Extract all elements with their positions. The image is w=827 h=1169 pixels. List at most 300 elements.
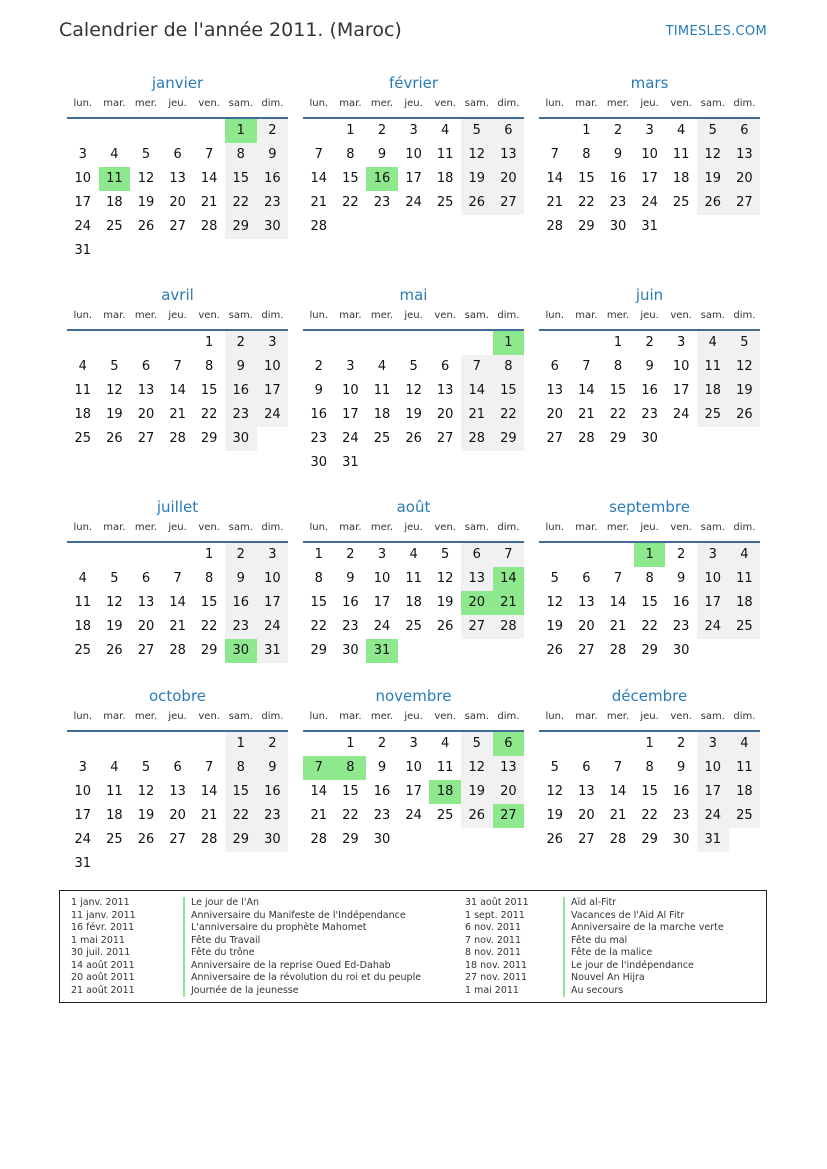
holiday-date: 6 nov. 2011	[465, 922, 521, 933]
day-cell: 10	[405, 760, 422, 775]
day-cell: 11	[74, 383, 92, 398]
weekday-label: jeu.	[640, 522, 659, 533]
month-days	[67, 732, 288, 876]
day-cell: 16	[310, 407, 328, 422]
day-cell: 26	[106, 431, 123, 446]
day-cell: 4	[377, 359, 387, 374]
weekday-label: jeu.	[168, 310, 187, 321]
day-cell: 4	[729, 543, 761, 567]
weekday-label: ven.	[670, 522, 692, 533]
day-cell: 27	[461, 615, 493, 639]
day-cell: 7	[461, 355, 493, 379]
day-cell: 23	[310, 431, 328, 446]
day-cell: 15	[310, 595, 328, 610]
weekday-label: lun.	[73, 310, 93, 321]
day-cell: 3	[677, 335, 686, 350]
holiday-day-cell: 18	[429, 780, 461, 804]
weekday-label: mar.	[339, 310, 362, 321]
weekday-header	[539, 708, 760, 732]
weekday-label: jeu.	[640, 711, 659, 722]
weekday-label: mer.	[370, 98, 394, 109]
weekday-label: ven.	[670, 711, 692, 722]
day-cell: 10	[405, 147, 422, 162]
month-days	[303, 732, 524, 876]
day-cell: 30	[609, 219, 627, 234]
day-cell: 31	[74, 243, 92, 258]
day-cell: 20	[493, 167, 525, 191]
day-cell: 22	[609, 407, 627, 422]
day-cell: 15	[641, 595, 658, 610]
weekday-label: sam.	[700, 98, 725, 109]
day-cell: 25	[436, 195, 454, 210]
weekday-label: mar.	[575, 711, 598, 722]
weekday-label: sam.	[464, 711, 489, 722]
month-days	[67, 543, 288, 687]
day-cell: 26	[106, 643, 123, 658]
weekday-label: mar.	[103, 711, 126, 722]
holiday-name: Au secours	[563, 985, 724, 998]
day-cell: 4	[441, 736, 450, 751]
day-cell: 3	[697, 543, 729, 567]
day-cell: 8	[225, 143, 257, 167]
day-cell: 18	[436, 171, 454, 186]
day-cell: 15	[225, 167, 257, 191]
day-cell: 7	[550, 147, 559, 162]
day-cell: 28	[493, 615, 525, 639]
day-cell: 10	[697, 756, 729, 780]
weekday-label: jeu.	[404, 310, 423, 321]
day-cell: 9	[225, 567, 257, 591]
day-cell: 17	[641, 171, 658, 186]
day-cell: 30	[310, 455, 328, 470]
day-cell: 5	[697, 119, 729, 143]
day-cell: 16	[672, 784, 690, 799]
day-cell: 5	[550, 760, 559, 775]
holiday-date: 8 nov. 2011	[465, 947, 521, 958]
day-cell: 5	[110, 571, 119, 586]
day-cell: 27	[436, 431, 454, 446]
day-cell: 21	[169, 619, 186, 634]
weekday-label: ven.	[434, 711, 456, 722]
day-cell: 1	[613, 335, 623, 350]
day-cell: 7	[173, 359, 182, 374]
day-cell: 18	[672, 171, 690, 186]
day-cell: 19	[405, 407, 422, 422]
day-cell: 31	[257, 639, 289, 663]
day-cell: 13	[461, 567, 493, 591]
weekday-label: lun.	[309, 98, 329, 109]
day-cell: 11	[729, 756, 761, 780]
day-cell: 15	[493, 379, 525, 403]
weekday-label: jeu.	[640, 98, 659, 109]
day-cell: 3	[645, 123, 654, 138]
day-cell: 14	[310, 171, 328, 186]
day-cell: 4	[78, 571, 87, 586]
month-days	[303, 543, 524, 687]
day-cell: 26	[546, 643, 564, 658]
day-cell: 3	[78, 147, 87, 162]
month-days	[539, 119, 760, 263]
weekday-label: dim.	[497, 98, 520, 109]
weekday-label: sam.	[464, 310, 489, 321]
brand-link[interactable]: TIMESLES.COM	[665, 24, 767, 39]
month-janvier	[67, 73, 288, 263]
day-cell: 9	[257, 756, 289, 780]
day-cell: 15	[200, 595, 218, 610]
weekday-label: ven.	[434, 522, 456, 533]
day-cell: 7	[314, 147, 323, 162]
weekday-header	[303, 519, 524, 543]
day-cell: 20	[137, 619, 155, 634]
day-cell: 26	[729, 403, 761, 427]
holiday-day-cell: 21	[493, 591, 525, 615]
weekday-label: dim.	[733, 310, 756, 321]
month-name: novembre	[375, 687, 452, 705]
day-cell: 10	[672, 359, 690, 374]
day-cell: 9	[377, 760, 387, 775]
holiday-name: Le jour de l'An	[183, 897, 421, 910]
day-cell: 11	[697, 355, 729, 379]
weekday-label: dim.	[261, 310, 284, 321]
day-cell: 9	[613, 147, 623, 162]
day-cell: 8	[613, 359, 623, 374]
day-cell: 12	[546, 595, 564, 610]
weekday-header	[303, 708, 524, 732]
day-cell: 24	[405, 195, 422, 210]
day-cell: 21	[461, 403, 493, 427]
day-cell: 28	[578, 431, 595, 446]
day-cell: 8	[205, 359, 214, 374]
day-cell: 6	[441, 359, 450, 374]
day-cell: 9	[677, 760, 686, 775]
day-cell: 15	[342, 784, 359, 799]
page-title: Calendrier de l'année 2011. (Maroc)	[59, 19, 402, 41]
holiday-day-cell: 8	[335, 756, 367, 780]
weekday-header	[539, 519, 760, 543]
month-days	[539, 331, 760, 475]
holiday-name: L'anniversaire du prophète Mahomet	[183, 922, 421, 935]
weekday-label: lun.	[309, 310, 329, 321]
day-cell: 2	[677, 736, 686, 751]
day-cell: 6	[550, 359, 559, 374]
day-cell: 8	[493, 355, 525, 379]
day-cell: 1	[205, 335, 214, 350]
day-cell: 16	[342, 595, 359, 610]
day-cell: 3	[78, 760, 87, 775]
day-cell: 3	[257, 543, 289, 567]
weekday-label: mar.	[339, 522, 362, 533]
day-cell: 27	[169, 219, 186, 234]
month-days	[67, 331, 288, 475]
weekday-label: dim.	[497, 310, 520, 321]
day-cell: 23	[342, 619, 359, 634]
day-cell: 13	[169, 784, 186, 799]
day-cell: 26	[137, 219, 155, 234]
day-cell: 24	[342, 431, 359, 446]
day-cell: 17	[672, 383, 690, 398]
day-cell: 4	[78, 359, 87, 374]
day-cell: 29	[310, 643, 328, 658]
day-cell: 1	[225, 732, 257, 756]
day-cell: 19	[106, 407, 123, 422]
day-cell: 16	[257, 780, 289, 804]
day-cell: 2	[377, 736, 387, 751]
day-cell: 3	[697, 732, 729, 756]
day-cell: 17	[74, 808, 92, 823]
day-cell: 23	[609, 195, 627, 210]
day-cell: 19	[106, 619, 123, 634]
month-name: mars	[630, 74, 669, 92]
day-cell: 29	[342, 832, 359, 847]
day-cell: 5	[461, 119, 493, 143]
holiday-name: Anniversaire de la marche verte	[563, 922, 724, 935]
weekday-label: mer.	[606, 98, 630, 109]
day-cell: 24	[257, 615, 289, 639]
day-cell: 13	[493, 143, 525, 167]
day-cell: 29	[200, 643, 218, 658]
day-cell: 25	[106, 832, 123, 847]
day-cell: 4	[697, 331, 729, 355]
weekday-label: lun.	[545, 522, 565, 533]
day-cell: 7	[205, 147, 214, 162]
day-cell: 24	[672, 407, 690, 422]
day-cell: 23	[672, 619, 690, 634]
day-cell: 17	[257, 379, 289, 403]
day-cell: 28	[169, 643, 186, 658]
month-name: août	[396, 498, 431, 516]
day-cell: 31	[641, 219, 658, 234]
day-cell: 8	[225, 756, 257, 780]
day-cell: 12	[106, 383, 123, 398]
day-cell: 12	[106, 595, 123, 610]
day-cell: 22	[342, 808, 359, 823]
day-cell: 9	[346, 571, 355, 586]
day-cell: 14	[578, 383, 595, 398]
weekday-label: ven.	[434, 98, 456, 109]
day-cell: 19	[697, 167, 729, 191]
holiday-day-cell: 31	[366, 639, 398, 663]
day-cell: 19	[461, 167, 493, 191]
day-cell: 16	[609, 171, 627, 186]
weekday-label: jeu.	[404, 522, 423, 533]
day-cell: 7	[493, 543, 525, 567]
day-cell: 8	[582, 147, 591, 162]
day-cell: 11	[436, 147, 454, 162]
month-days	[539, 543, 760, 687]
day-cell: 5	[550, 571, 559, 586]
day-cell: 29	[609, 431, 627, 446]
holiday-name: Anniversaire du Manifeste de l'Indépendance	[183, 910, 421, 923]
weekday-label: mar.	[575, 522, 598, 533]
holiday-date: 16 févr. 2011	[71, 922, 135, 933]
month-name: février	[388, 74, 439, 92]
weekday-label: sam.	[228, 711, 253, 722]
day-cell: 19	[546, 808, 564, 823]
day-cell: 25	[405, 619, 422, 634]
day-cell: 7	[582, 359, 591, 374]
day-cell: 31	[74, 856, 92, 871]
day-cell: 21	[546, 195, 564, 210]
day-cell: 16	[257, 167, 289, 191]
day-cell: 5	[110, 359, 119, 374]
day-cell: 25	[697, 403, 729, 427]
day-cell: 12	[461, 756, 493, 780]
day-cell: 30	[342, 643, 359, 658]
day-cell: 23	[257, 804, 289, 828]
month-name: mai	[399, 286, 428, 304]
holiday-date: 7 nov. 2011	[465, 934, 521, 946]
day-cell: 4	[110, 147, 119, 162]
weekday-label: mer.	[134, 310, 158, 321]
weekday-label: mer.	[370, 310, 394, 321]
day-cell: 20	[169, 808, 186, 823]
weekday-label: mar.	[103, 522, 126, 533]
day-cell: 10	[257, 355, 289, 379]
day-cell: 13	[546, 383, 564, 398]
holiday-name: Le jour de l'indépendance	[563, 960, 724, 973]
day-cell: 15	[641, 784, 658, 799]
day-cell: 13	[169, 171, 186, 186]
day-cell: 29	[200, 431, 218, 446]
holiday-day-cell: 27	[493, 804, 525, 828]
holiday-names-left	[183, 897, 421, 997]
weekday-label: mar.	[103, 98, 126, 109]
holiday-day-cell: 7	[303, 756, 335, 780]
day-cell: 26	[137, 832, 155, 847]
day-cell: 5	[141, 147, 151, 162]
day-cell: 14	[609, 595, 627, 610]
month-octobre	[67, 686, 288, 876]
day-cell: 18	[373, 407, 391, 422]
day-cell: 3	[377, 547, 387, 562]
day-cell: 11	[436, 760, 454, 775]
day-cell: 11	[672, 147, 690, 162]
day-cell: 16	[672, 595, 690, 610]
month-août	[303, 497, 524, 687]
day-cell: 8	[346, 147, 355, 162]
weekday-label: sam.	[228, 522, 253, 533]
day-cell: 25	[672, 195, 690, 210]
day-cell: 18	[106, 195, 123, 210]
month-février	[303, 73, 524, 263]
day-cell: 28	[609, 832, 627, 847]
day-cell: 7	[613, 571, 623, 586]
weekday-label: jeu.	[404, 711, 423, 722]
day-cell: 3	[409, 123, 418, 138]
day-cell: 23	[225, 403, 257, 427]
weekday-label: dim.	[733, 98, 756, 109]
day-cell: 23	[373, 808, 391, 823]
day-cell: 19	[729, 379, 761, 403]
day-cell: 14	[310, 784, 328, 799]
month-name: janvier	[151, 74, 204, 92]
day-cell: 22	[225, 191, 257, 215]
day-cell: 23	[641, 407, 658, 422]
holiday-date: 18 nov. 2011	[465, 959, 528, 971]
holiday-date: 30 juil. 2011	[71, 947, 131, 958]
day-cell: 28	[310, 219, 328, 234]
day-cell: 27	[578, 832, 595, 847]
day-cell: 15	[342, 171, 359, 186]
holiday-day-cell: 1	[493, 331, 525, 355]
holiday-date: 21 août 2011	[71, 984, 135, 996]
day-cell: 27	[729, 191, 761, 215]
day-cell: 20	[546, 407, 564, 422]
weekday-header	[303, 95, 524, 119]
weekday-label: sam.	[700, 522, 725, 533]
day-cell: 11	[74, 595, 92, 610]
weekday-label: dim.	[733, 522, 756, 533]
day-cell: 2	[257, 119, 289, 143]
day-cell: 24	[405, 808, 422, 823]
day-cell: 5	[461, 732, 493, 756]
day-cell: 19	[137, 195, 155, 210]
holiday-date: 31 août 2011	[465, 897, 529, 908]
day-cell: 26	[436, 619, 454, 634]
day-cell: 20	[137, 407, 155, 422]
day-cell: 19	[436, 595, 454, 610]
day-cell: 27	[546, 431, 564, 446]
day-cell: 25	[729, 615, 761, 639]
day-cell: 24	[74, 832, 92, 847]
day-cell: 8	[645, 571, 654, 586]
day-cell: 14	[461, 379, 493, 403]
day-cell: 4	[729, 732, 761, 756]
day-cell: 28	[310, 832, 328, 847]
day-cell: 21	[200, 195, 218, 210]
day-cell: 10	[74, 171, 92, 186]
holiday-day-cell: 20	[461, 591, 493, 615]
day-cell: 15	[225, 780, 257, 804]
weekday-label: mer.	[134, 522, 158, 533]
day-cell: 29	[641, 643, 658, 658]
day-cell: 12	[546, 784, 564, 799]
weekday-label: mer.	[370, 522, 394, 533]
day-cell: 11	[106, 784, 123, 799]
day-cell: 23	[373, 195, 391, 210]
day-cell: 22	[310, 619, 328, 634]
day-cell: 31	[697, 828, 729, 852]
day-cell: 22	[200, 619, 218, 634]
holiday-dates-right	[465, 897, 529, 997]
day-cell: 6	[141, 571, 151, 586]
weekday-label: ven.	[434, 310, 456, 321]
day-cell: 28	[200, 219, 218, 234]
day-cell: 21	[200, 808, 218, 823]
day-cell: 15	[200, 383, 218, 398]
day-cell: 18	[729, 591, 761, 615]
weekday-label: lun.	[545, 711, 565, 722]
month-name: décembre	[611, 687, 688, 705]
day-cell: 26	[461, 804, 493, 828]
day-cell: 29	[493, 427, 525, 451]
day-cell: 19	[137, 808, 155, 823]
month-days	[303, 119, 524, 263]
day-cell: 27	[578, 643, 595, 658]
month-name: octobre	[148, 687, 207, 705]
day-cell: 1	[346, 736, 355, 751]
day-cell: 20	[436, 407, 454, 422]
weekday-label: lun.	[73, 98, 93, 109]
day-cell: 20	[493, 780, 525, 804]
weekday-label: ven.	[198, 711, 220, 722]
holiday-day-cell: 16	[366, 167, 398, 191]
day-cell: 12	[137, 784, 155, 799]
day-cell: 17	[405, 171, 422, 186]
day-cell: 17	[373, 595, 391, 610]
day-cell: 12	[461, 143, 493, 167]
day-cell: 18	[697, 379, 729, 403]
